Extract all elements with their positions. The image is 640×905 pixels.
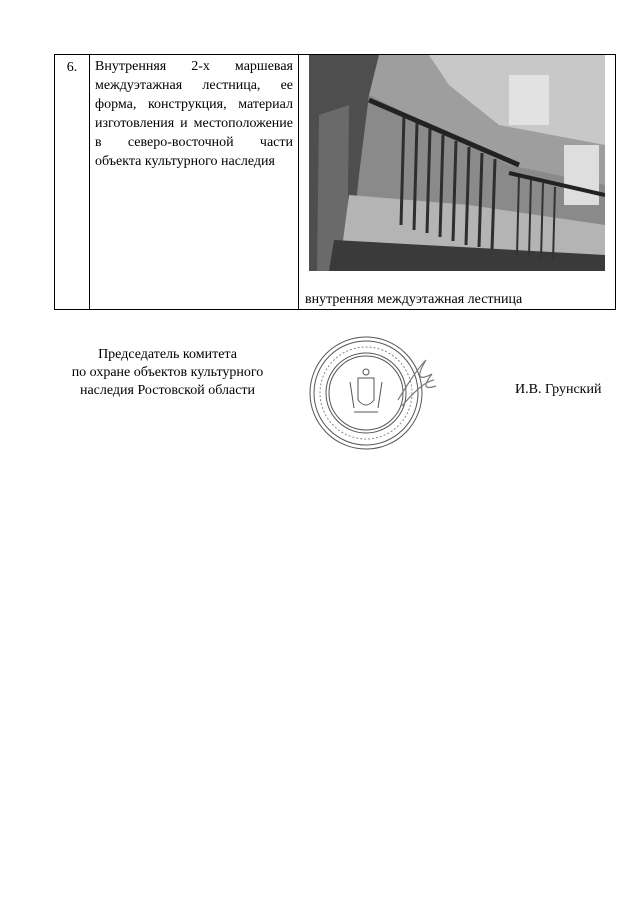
row-number: 6.: [55, 55, 90, 310]
staircase-photo: [309, 55, 605, 271]
signatory-position: [60, 346, 275, 400]
position-line: наследия Ростовской области: [79, 383, 256, 398]
position-line: Председатель комитета: [98, 347, 237, 362]
position-line: по охране объектов культурного: [71, 365, 264, 380]
staircase-photo-image: [309, 55, 605, 271]
photo-caption: внутренняя междуэтажная лестница: [305, 292, 523, 307]
row-description: Внутренняя 2-х маршевая междуэтажная лестница, ее форма, конструкция, материал изготовления и местоположение в северо-восточной части объекта культурного наследия: [90, 55, 299, 310]
official-seal-stamp: [306, 330, 440, 456]
photo-cell: [299, 55, 616, 310]
objects-table: [54, 54, 616, 310]
signatory-name: И.В. Грунский: [515, 382, 602, 397]
table-row: [55, 55, 616, 310]
